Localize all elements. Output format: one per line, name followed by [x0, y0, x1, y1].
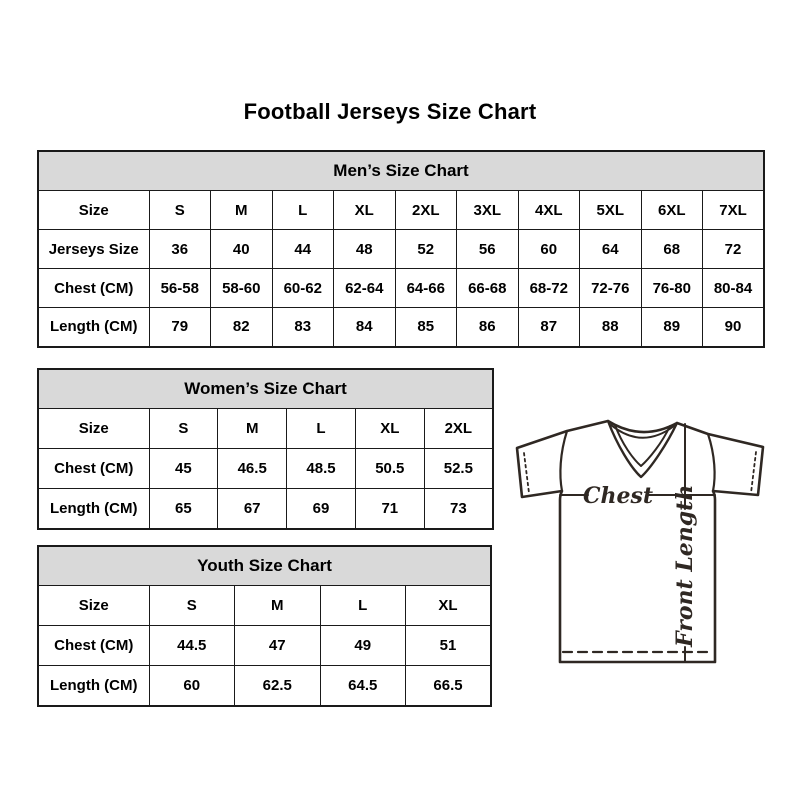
right-armhole-seam	[708, 434, 715, 491]
table-row	[38, 308, 764, 347]
size-cell: M	[218, 409, 287, 449]
size-cell: L	[320, 586, 406, 626]
table-row	[38, 230, 764, 269]
size-cell: S	[149, 191, 211, 230]
size-cell: 7XL	[703, 191, 765, 230]
row-label: Size	[38, 409, 149, 449]
size-cell: XL	[406, 586, 492, 626]
length-cell: 64.5	[320, 666, 406, 706]
table-row	[38, 666, 491, 706]
chest-cell: 56-58	[149, 269, 211, 308]
jerseys-size-cell: 44	[272, 230, 334, 269]
womens-chart-title: Women’s Size Chart	[38, 369, 493, 409]
chest-cell: 58-60	[211, 269, 273, 308]
size-cell: S	[149, 409, 218, 449]
chest-cell: 62-64	[334, 269, 396, 308]
size-cell: L	[287, 409, 356, 449]
jersey-measurement-diagram	[505, 398, 775, 668]
size-cell: 6XL	[641, 191, 703, 230]
jerseys-size-cell: 60	[518, 230, 580, 269]
womens-size-table	[37, 368, 494, 530]
length-cell: 85	[395, 308, 457, 347]
front-length-label: Front Length	[672, 484, 698, 647]
size-cell: M	[235, 586, 321, 626]
row-label: Length (CM)	[38, 489, 149, 529]
length-cell: 73	[424, 489, 493, 529]
length-cell: 79	[149, 308, 211, 347]
length-cell: 83	[272, 308, 334, 347]
table-row	[38, 269, 764, 308]
chest-cell: 66-68	[457, 269, 519, 308]
youth-chart-title: Youth Size Chart	[38, 546, 491, 586]
length-cell: 86	[457, 308, 519, 347]
page-title: Football Jerseys Size Chart	[243, 99, 537, 124]
length-cell: 66.5	[406, 666, 492, 706]
row-label: Chest (CM)	[38, 269, 149, 308]
jerseys-size-cell: 72	[703, 230, 765, 269]
table-row	[38, 191, 764, 230]
row-label: Chest (CM)	[38, 449, 149, 489]
size-cell: M	[211, 191, 273, 230]
chest-cell: 46.5	[218, 449, 287, 489]
chest-cell: 68-72	[518, 269, 580, 308]
chest-cell: 60-62	[272, 269, 334, 308]
jerseys-size-cell: 48	[334, 230, 396, 269]
jersey-outline	[517, 421, 763, 662]
jerseys-size-cell: 64	[580, 230, 642, 269]
left-cuff-stitch-line	[524, 453, 529, 493]
length-cell: 87	[518, 308, 580, 347]
chest-cell: 49	[320, 626, 406, 666]
chest-cell: 64-66	[395, 269, 457, 308]
length-cell: 88	[580, 308, 642, 347]
mens-chart-title: Men’s Size Chart	[38, 151, 764, 191]
length-cell: 62.5	[235, 666, 321, 706]
table-row	[38, 449, 493, 489]
length-cell: 69	[287, 489, 356, 529]
table-row	[38, 489, 493, 529]
row-label: Length (CM)	[38, 308, 149, 347]
chest-label: Chest	[582, 483, 654, 509]
size-cell: 2XL	[424, 409, 493, 449]
chest-cell: 48.5	[287, 449, 356, 489]
length-cell: 65	[149, 489, 218, 529]
size-cell: XL	[355, 409, 424, 449]
right-cuff-stitch-line	[751, 452, 756, 493]
length-cell: 90	[703, 308, 765, 347]
jerseys-size-cell: 68	[641, 230, 703, 269]
length-cell: 84	[334, 308, 396, 347]
size-cell: L	[272, 191, 334, 230]
size-cell: S	[149, 586, 235, 626]
table-row	[38, 369, 493, 409]
length-cell: 82	[211, 308, 273, 347]
table-row	[38, 151, 764, 191]
chest-cell: 80-84	[703, 269, 765, 308]
length-cell: 67	[218, 489, 287, 529]
row-label: Chest (CM)	[38, 626, 149, 666]
row-label: Jerseys Size	[38, 230, 149, 269]
length-cell: 60	[149, 666, 235, 706]
length-cell: 89	[641, 308, 703, 347]
chest-cell: 47	[235, 626, 321, 666]
chest-cell: 72-76	[580, 269, 642, 308]
length-cell: 71	[355, 489, 424, 529]
jerseys-size-cell: 52	[395, 230, 457, 269]
table-row	[38, 586, 491, 626]
jerseys-size-cell: 56	[457, 230, 519, 269]
row-label: Length (CM)	[38, 666, 149, 706]
left-armhole-seam	[560, 431, 567, 491]
size-cell: 4XL	[518, 191, 580, 230]
chest-cell: 45	[149, 449, 218, 489]
size-cell: 3XL	[457, 191, 519, 230]
table-row	[38, 409, 493, 449]
size-cell: 2XL	[395, 191, 457, 230]
size-cell: XL	[334, 191, 396, 230]
chest-cell: 50.5	[355, 449, 424, 489]
size-cell: 5XL	[580, 191, 642, 230]
row-label: Size	[38, 586, 149, 626]
table-row	[38, 546, 491, 586]
mens-size-table	[37, 150, 765, 348]
table-row	[38, 626, 491, 666]
youth-size-table	[37, 545, 492, 707]
jerseys-size-cell: 36	[149, 230, 211, 269]
chest-cell: 76-80	[641, 269, 703, 308]
chest-cell: 52.5	[424, 449, 493, 489]
row-label: Size	[38, 191, 149, 230]
jerseys-size-cell: 40	[211, 230, 273, 269]
chest-cell: 44.5	[149, 626, 235, 666]
chest-cell: 51	[406, 626, 492, 666]
